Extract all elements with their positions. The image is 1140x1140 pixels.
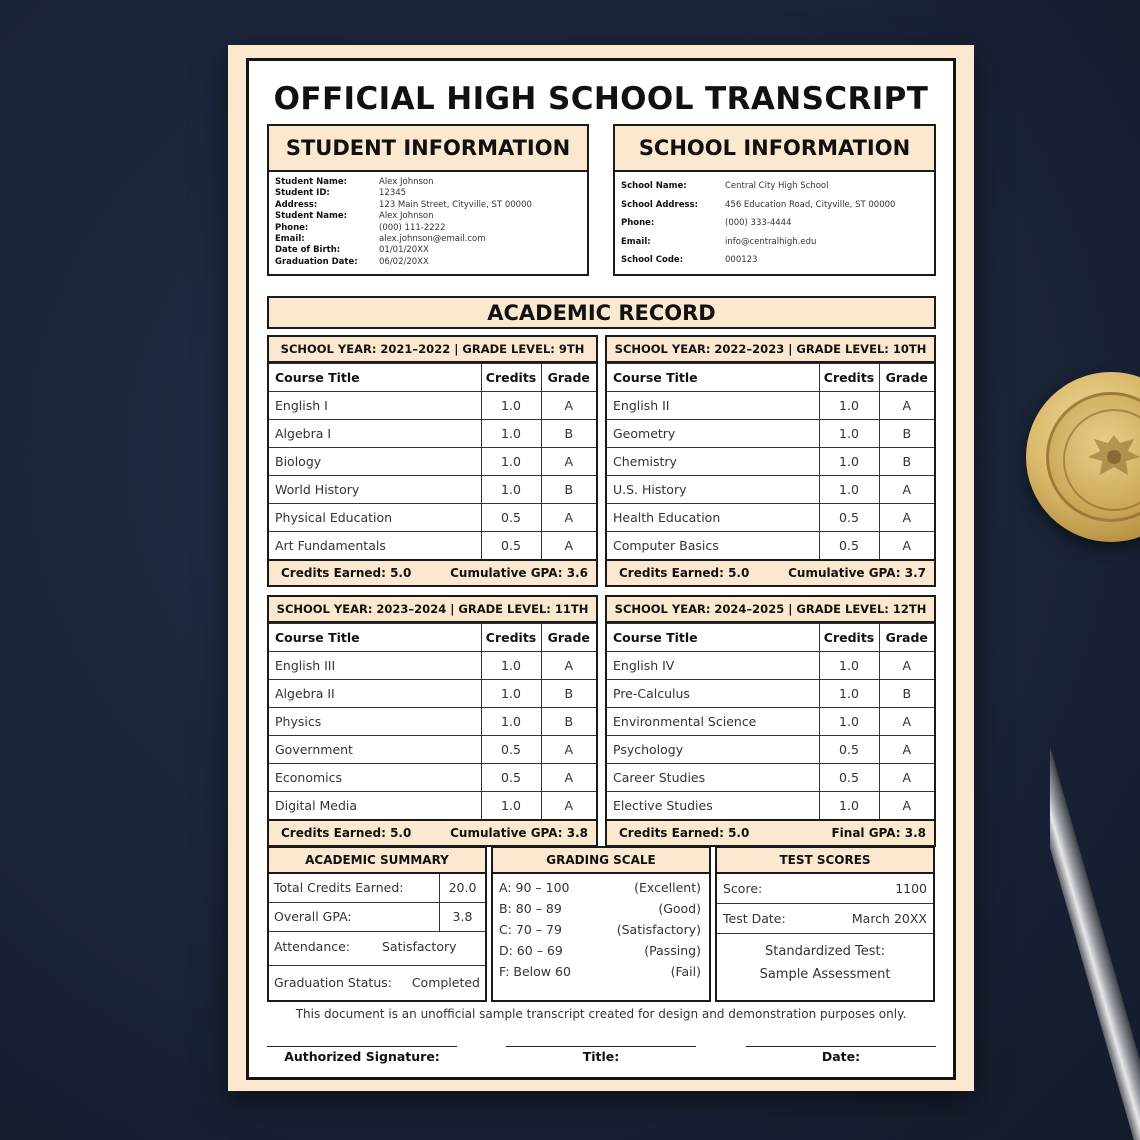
grade-scale-item	[499, 919, 701, 940]
course-table-header-row	[269, 624, 596, 652]
test-name-line1: Standardized Test:	[765, 944, 885, 959]
grade-scale-item	[499, 940, 701, 961]
course-title: English III	[269, 652, 481, 680]
course-grade: A	[879, 504, 934, 532]
info-label: Phone:	[275, 222, 309, 233]
course-grade: A	[879, 652, 934, 680]
test-date-value: March 20XX	[851, 911, 927, 926]
student-info-heading: STUDENT INFORMATION	[269, 126, 587, 172]
gpa-value: Final GPA: 3.8	[831, 826, 926, 840]
info-label: Graduation Date:	[275, 256, 358, 267]
overall-gpa-value: 3.8	[439, 903, 485, 931]
course-credits: 0.5	[819, 504, 879, 532]
total-credits-label: Total Credits Earned:	[274, 880, 404, 895]
course-grade: B	[879, 420, 934, 448]
seal-emblem	[1046, 392, 1140, 522]
course-credits: 0.5	[481, 532, 541, 560]
course-row	[607, 532, 934, 560]
course-credits: 0.5	[481, 736, 541, 764]
grade-range: F: Below 60	[499, 964, 571, 979]
course-credits: 1.0	[481, 680, 541, 708]
course-credits: 1.0	[819, 792, 879, 820]
info-label: School Code:	[621, 255, 684, 266]
info-label: Address:	[275, 199, 318, 210]
course-credits: 0.5	[819, 764, 879, 792]
course-grade: A	[879, 764, 934, 792]
fountain-pen-icon	[1050, 590, 1140, 1140]
course-row	[607, 392, 934, 420]
academic-record-heading: ACADEMIC RECORD	[267, 296, 936, 329]
credits-earned: Credits Earned: 5.0	[619, 566, 750, 580]
course-title: Art Fundamentals	[269, 532, 481, 560]
course-credits: 0.5	[819, 532, 879, 560]
grade-range: C: 70 – 79	[499, 922, 562, 937]
info-value: alex.johnson@email.com	[379, 234, 486, 245]
course-grade: A	[879, 392, 934, 420]
info-label: Student Name:	[275, 211, 348, 222]
course-row	[269, 392, 596, 420]
column-header-course: Course Title	[607, 364, 819, 392]
course-title: English II	[607, 392, 819, 420]
info-row	[621, 233, 934, 252]
course-credits: 1.0	[481, 420, 541, 448]
course-title: Elective Studies	[607, 792, 819, 820]
course-table	[269, 623, 596, 820]
course-credits: 1.0	[481, 708, 541, 736]
grade-range: A: 90 – 100	[499, 880, 570, 895]
year-header: SCHOOL YEAR: 2022–2023 | GRADE LEVEL: 10TH	[607, 337, 934, 363]
info-label: Email:	[275, 234, 305, 245]
column-header-course: Course Title	[269, 364, 481, 392]
student-info-rows	[269, 172, 587, 268]
info-label: Student Name:	[275, 177, 348, 187]
course-grade: B	[879, 680, 934, 708]
course-table-header-row	[607, 364, 934, 392]
course-title: Algebra I	[269, 420, 481, 448]
column-header-grade: Grade	[879, 624, 934, 652]
academic-summary-box	[267, 846, 487, 1002]
course-row	[607, 652, 934, 680]
eagle-emblem-icon	[1049, 395, 1140, 525]
year-footer	[269, 819, 596, 845]
course-title: U.S. History	[607, 476, 819, 504]
year-footer	[607, 559, 934, 585]
school-info-rows	[615, 172, 934, 270]
course-grade: A	[541, 504, 596, 532]
column-header-course: Course Title	[607, 624, 819, 652]
wax-seal	[1026, 372, 1140, 542]
attendance-row	[269, 932, 485, 966]
test-score-label: Score:	[723, 881, 763, 896]
course-credits: 0.5	[819, 736, 879, 764]
grade-description: (Good)	[658, 901, 701, 916]
course-row	[607, 680, 934, 708]
year-table-2	[605, 335, 936, 587]
gpa-value: Cumulative GPA: 3.6	[450, 566, 588, 580]
info-value: 456 Education Road, Cityville, ST 00000	[725, 199, 896, 210]
course-credits: 1.0	[481, 448, 541, 476]
course-title: Health Education	[607, 504, 819, 532]
course-title: Computer Basics	[607, 532, 819, 560]
course-credits: 0.5	[481, 504, 541, 532]
course-title: Psychology	[607, 736, 819, 764]
course-title: English IV	[607, 652, 819, 680]
course-credits: 1.0	[819, 652, 879, 680]
grading-scale-box	[491, 846, 711, 1002]
transcript-frame	[246, 58, 956, 1080]
test-date-label: Test Date:	[723, 911, 786, 926]
course-row	[269, 652, 596, 680]
graduation-status-row	[269, 966, 485, 1000]
course-grade: B	[541, 708, 596, 736]
academic-summary-heading: ACADEMIC SUMMARY	[269, 848, 485, 874]
total-credits-row	[269, 874, 485, 903]
test-score-value: 1100	[895, 881, 927, 896]
column-header-course: Course Title	[269, 624, 481, 652]
info-value: 06/02/20XX	[379, 256, 429, 267]
info-value: Alex Johnson	[379, 177, 434, 187]
column-header-grade: Grade	[879, 364, 934, 392]
grade-scale-item	[499, 898, 701, 919]
info-label: Student ID:	[275, 188, 330, 199]
course-table	[269, 363, 596, 560]
test-score-row	[717, 874, 933, 904]
year-header: SCHOOL YEAR: 2024–2025 | GRADE LEVEL: 12TH	[607, 597, 934, 623]
course-title: Career Studies	[607, 764, 819, 792]
course-title: Government	[269, 736, 481, 764]
course-table-header-row	[607, 624, 934, 652]
grade-description: (Excellent)	[634, 880, 701, 895]
course-credits: 1.0	[481, 392, 541, 420]
course-credits: 1.0	[819, 448, 879, 476]
grading-scale-list	[493, 874, 709, 982]
year-footer	[269, 559, 596, 585]
student-info-box	[267, 124, 589, 276]
course-credits: 1.0	[819, 680, 879, 708]
gpa-value: Cumulative GPA: 3.7	[788, 566, 926, 580]
course-grade: A	[879, 736, 934, 764]
info-label: Phone:	[621, 218, 655, 229]
info-row	[621, 196, 934, 215]
info-value: 12345	[379, 188, 407, 199]
course-title: Biology	[269, 448, 481, 476]
course-row	[607, 476, 934, 504]
grade-description: (Fail)	[670, 964, 701, 979]
attendance-value: Satisfactory	[382, 939, 457, 954]
grade-description: (Satisfactory)	[616, 922, 701, 937]
course-row	[607, 708, 934, 736]
gpa-value: Cumulative GPA: 3.8	[450, 826, 588, 840]
course-title: Environmental Science	[607, 708, 819, 736]
credits-earned: Credits Earned: 5.0	[281, 826, 412, 840]
column-header-credits: Credits	[819, 364, 879, 392]
test-name	[717, 934, 933, 986]
info-label: School Address:	[621, 199, 698, 210]
overall-gpa-label: Overall GPA:	[274, 909, 352, 924]
course-row	[269, 476, 596, 504]
school-info-box	[613, 124, 936, 276]
course-grade: A	[541, 792, 596, 820]
test-scores-box	[715, 846, 935, 1002]
course-grade: A	[879, 708, 934, 736]
info-row	[275, 211, 587, 222]
course-row	[607, 420, 934, 448]
course-grade: A	[541, 448, 596, 476]
transcript-paper	[228, 45, 974, 1091]
course-grade: B	[541, 420, 596, 448]
document-title: OFFICIAL HIGH SCHOOL TRANSCRIPT	[273, 81, 929, 117]
course-table	[607, 623, 934, 820]
course-credits: 1.0	[819, 708, 879, 736]
info-label: Email:	[621, 236, 651, 247]
graduation-status-value: Completed	[411, 975, 480, 990]
grade-scale-item	[499, 961, 701, 982]
info-row	[275, 177, 587, 188]
course-credits: 1.0	[819, 420, 879, 448]
grade-description: (Passing)	[644, 943, 701, 958]
course-credits: 0.5	[481, 764, 541, 792]
year-table-4	[605, 595, 936, 847]
course-grade: A	[879, 476, 934, 504]
course-row	[607, 736, 934, 764]
course-credits: 1.0	[481, 476, 541, 504]
course-row	[269, 680, 596, 708]
year-table-1	[267, 335, 598, 587]
course-credits: 1.0	[819, 392, 879, 420]
course-title: Physical Education	[269, 504, 481, 532]
course-grade: A	[879, 792, 934, 820]
grade-scale-item	[499, 877, 701, 898]
course-title: English I	[269, 392, 481, 420]
info-row	[275, 188, 587, 199]
column-header-credits: Credits	[481, 364, 541, 392]
course-grade: A	[541, 532, 596, 560]
disclaimer-text: This document is an unofficial sample transcript created for design and demonstration purposes only.	[295, 1007, 907, 1021]
year-header: SCHOOL YEAR: 2021–2022 | GRADE LEVEL: 9TH	[269, 337, 596, 363]
course-title: Algebra II	[269, 680, 481, 708]
course-row	[607, 448, 934, 476]
info-row	[275, 200, 587, 211]
credits-earned: Credits Earned: 5.0	[281, 566, 412, 580]
course-table-header-row	[269, 364, 596, 392]
course-title: Pre-Calculus	[607, 680, 819, 708]
course-row	[269, 532, 596, 560]
course-credits: 1.0	[481, 652, 541, 680]
info-row	[275, 234, 587, 245]
info-value: info@centralhigh.edu	[725, 236, 817, 247]
course-grade: A	[541, 764, 596, 792]
authorized-signature-line: Authorized Signature:	[267, 1046, 457, 1064]
test-name-line2: Sample Assessment	[759, 967, 891, 982]
course-row	[607, 504, 934, 532]
course-title: Chemistry	[607, 448, 819, 476]
test-date-row	[717, 904, 933, 934]
course-title: World History	[269, 476, 481, 504]
year-footer	[607, 819, 934, 845]
course-grade: A	[541, 736, 596, 764]
course-title: Geometry	[607, 420, 819, 448]
attendance-label: Attendance:	[274, 939, 351, 954]
grade-range: D: 60 – 69	[499, 943, 563, 958]
school-info-heading: SCHOOL INFORMATION	[615, 126, 934, 172]
date-line: Date:	[746, 1046, 936, 1064]
column-header-grade: Grade	[541, 364, 596, 392]
title-line: Title:	[506, 1046, 696, 1064]
grading-scale-heading: GRADING SCALE	[493, 848, 709, 874]
info-value: 123 Main Street, Cityville, ST 00000	[379, 199, 532, 210]
course-row	[269, 448, 596, 476]
overall-gpa-row	[269, 903, 485, 932]
test-scores-heading: TEST SCORES	[717, 848, 933, 874]
course-title: Digital Media	[269, 792, 481, 820]
course-grade: A	[541, 652, 596, 680]
course-grade: B	[541, 476, 596, 504]
info-row	[621, 177, 934, 196]
course-grade: B	[541, 680, 596, 708]
info-row	[621, 251, 934, 270]
course-row	[269, 420, 596, 448]
course-title: Economics	[269, 764, 481, 792]
total-credits-value: 20.0	[439, 874, 485, 902]
info-label: School Name:	[621, 181, 687, 191]
info-row	[275, 257, 587, 268]
info-row	[275, 245, 587, 256]
info-label: Date of Birth:	[275, 245, 341, 256]
graduation-status-label: Graduation Status:	[274, 975, 392, 990]
info-value: 01/01/20XX	[379, 245, 429, 256]
course-row	[269, 504, 596, 532]
course-row	[607, 792, 934, 820]
course-row	[269, 736, 596, 764]
course-row	[269, 792, 596, 820]
course-table	[607, 363, 934, 560]
column-header-credits: Credits	[481, 624, 541, 652]
course-row	[269, 764, 596, 792]
year-header: SCHOOL YEAR: 2023–2024 | GRADE LEVEL: 11TH	[269, 597, 596, 623]
year-table-3	[267, 595, 598, 847]
course-row	[607, 764, 934, 792]
info-row	[275, 223, 587, 234]
course-grade: B	[879, 448, 934, 476]
column-header-grade: Grade	[541, 624, 596, 652]
info-value: (000) 333-4444	[725, 218, 792, 229]
credits-earned: Credits Earned: 5.0	[619, 826, 750, 840]
grade-range: B: 80 – 89	[499, 901, 562, 916]
column-header-credits: Credits	[819, 624, 879, 652]
info-value: Central City High School	[725, 181, 829, 191]
course-grade: A	[541, 392, 596, 420]
course-credits: 1.0	[481, 792, 541, 820]
course-grade: A	[879, 532, 934, 560]
info-row	[621, 214, 934, 233]
info-value: Alex Johnson	[379, 211, 434, 222]
info-value: (000) 111-2222	[379, 222, 446, 233]
course-row	[269, 708, 596, 736]
info-value: 000123	[725, 255, 758, 266]
course-title: Physics	[269, 708, 481, 736]
course-credits: 1.0	[819, 476, 879, 504]
